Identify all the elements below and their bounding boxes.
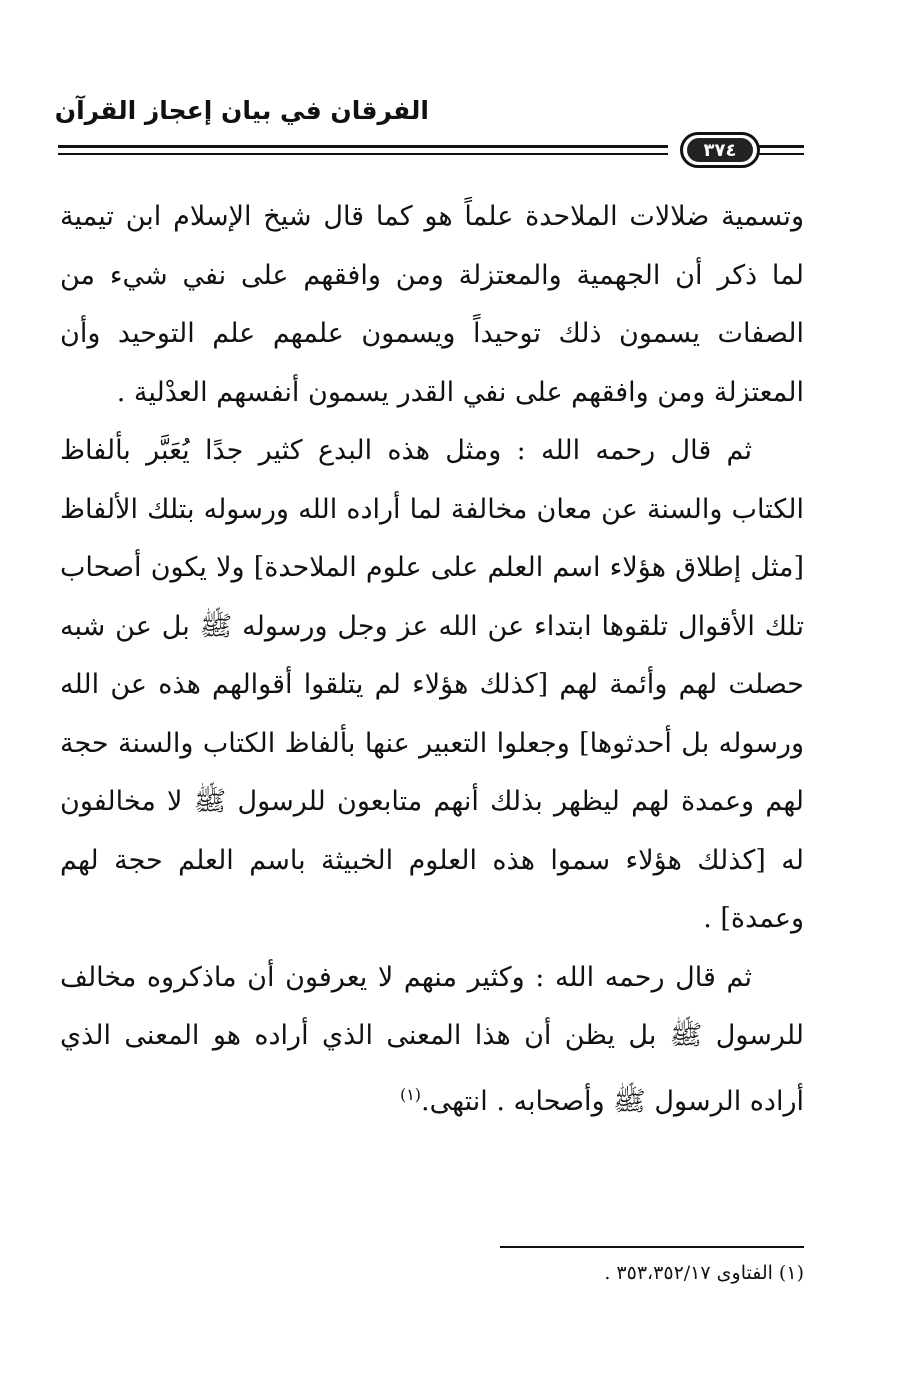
header-rule-right-bottom — [758, 153, 804, 155]
header-rule-line-top — [58, 145, 668, 148]
footnote-marker: (١) — [399, 1084, 422, 1104]
footnote: (١) الفتاوى ٣٥٣،٣٥٢/١٧ . — [604, 1262, 804, 1284]
running-title: الفرقان في بيان إعجاز القرآن — [54, 96, 429, 125]
footnote-rule — [500, 1246, 804, 1248]
paragraph-1: وتسمية ضلالات الملاحدة علماً هو كما قال شيخ الإسلام ابن تيمية لما ذكر أن الجهمية والمعتزلة ومن وافقهم على نفي شيء من الصفات يسمون ذلك توحيداً ويسمون علمهم علم التوحيد وأن المعتزلة ومن وافقهم على نفي القدر يسمون أنفسهم العدْلية . — [60, 201, 804, 408]
page-number: ٣٧٤ — [687, 138, 753, 162]
paragraph-2: ثم قال رحمه الله : ومثل هذه البدع كثير جدًا يُعَبَّر بألفاظ الكتاب والسنة عن معان مخالفة لما أراده الله ورسوله بتلك الألفاظ [مثل إطلاق هؤلاء اسم العلم على علوم الملاحدة] ولا يكون أصحاب تلك الأقوال تلقوها ابتداء عن الله عز وجل ورسوله ﷺ بل عن شبه حصلت لهم وأئمة لهم [كذلك هؤلاء لم يتلقوا أقوالهم هذه عن الله ورسوله بل أحدثوها] وجعلوا التعبير عنها بألفاظ الكتاب والسنة حجة لهم وعمدة لهم ليظهر بذلك أنهم متابعون للرسول ﷺ لا مخالفون له [كذلك هؤلاء سموا هذه العلوم الخبيثة باسم العلم حجة لهم وعمدة] . — [60, 435, 804, 934]
header-rule-line-bottom — [58, 153, 668, 155]
body-text — [60, 188, 804, 1131]
paragraph-3-text: ثم قال رحمه الله : وكثير منهم لا يعرفون أن ماذكروه مخالف للرسول ﷺ بل يظن أن هذا المعنى الذي أراده هو المعنى الذي أراده الرسول ﷺ وأصحابه . انتهى. — [60, 961, 804, 1117]
paragraph-3 — [60, 949, 804, 1132]
header-rule-right-top — [758, 145, 804, 148]
page-number-badge — [680, 132, 760, 168]
